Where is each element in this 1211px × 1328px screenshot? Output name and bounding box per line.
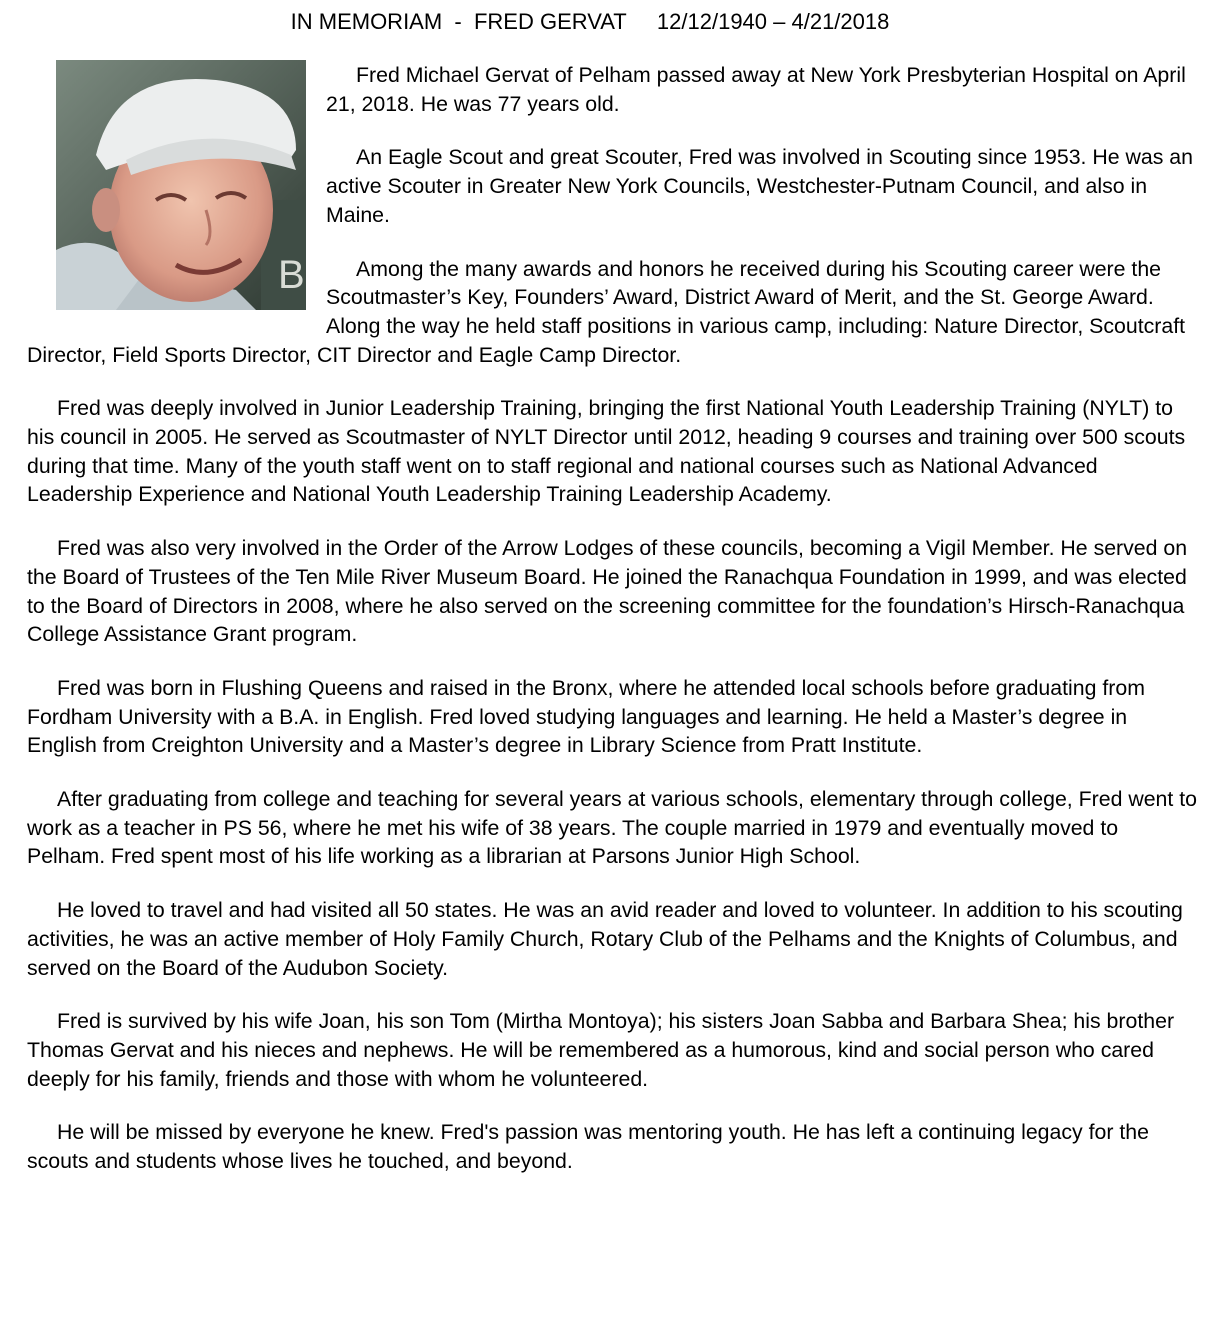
page-title: IN MEMORIAM - FRED GERVAT 12/12/1940 – 4/21/2018: [290, 9, 890, 34]
paragraph: An Eagle Scout and great Scouter, Fred was involved in Scouting since 1953. He was an active Scouter in Greater New York Councils, Westchester-Putnam Council, and also in Maine.: [326, 145, 1193, 227]
paragraph: Among the many awards and honors he received during his Scouting career were the Scoutmaster’s Key, Founders’ Award, District Award of Merit, and the St. George Award. Along the way he held staff positions in various camp, including: Nature Director, Scoutcraft Director, Field Sports Director, CIT Director and Eagle Camp Director.: [27, 256, 1186, 367]
paragraph: Fred was born in Flushing Queens and raised in the Bronx, where he attended local schools before graduating from Fordham University with a B.A. in English. Fred loved studying languages and learning. He held a Master’s degree in English from Creighton University and a Master’s degree in Library Science from Pratt Institute.: [27, 675, 1145, 758]
photo-spacer: [27, 61, 326, 313]
paragraph: Fred is survived by his wife Joan, his son Tom (Mirtha Montoya); his sisters Joan Sabba and Barbara Shea; his brother Thomas Gervat and his nieces and nephews. He will be remembered as a humorous, kind and social person who cared deeply for his family, friends and those with whom he volunteered.: [27, 1009, 1175, 1091]
paragraph: He loved to travel and had visited all 50 states. He was an avid reader and loved to volunteer. In addition to his scouting activities, he was an active member of Holy Family Church, Rotary Club of the Pelhams and the Knights of Columbus, and served on the Board of the Audubon Society.: [27, 898, 1183, 980]
svg-text:B: B: [278, 253, 305, 297]
obituary-text: [27, 61, 1197, 1201]
paragraph: Fred Michael Gervat of Pelham passed away at New York Presbyterian Hospital on April 21, 2018. He was 77 years old.: [326, 63, 1186, 116]
paragraph: Fred was deeply involved in Junior Leadership Training, bringing the first National Youth Leadership Training (NYLT) to his council in 2005. He served as Scoutmaster of NYLT Director until 2012, heading 9 courses and training over 500 scouts during that time. Many of the youth staff went on to staff regional and national courses such as National Advanced Leadership Experience and National Youth Leadership Training Leadership Academy.: [27, 396, 1186, 507]
paragraph: He will be missed by everyone he knew. Fred's passion was mentoring youth. He has left a continuing legacy for the scouts and students whose lives he touched, and beyond.: [27, 1120, 1149, 1174]
paragraph: After graduating from college and teaching for several years at various schools, elementary through college, Fred went to work as a teacher in PS 56, where he met his wife of 38 years. The couple married in 1979 and eventually moved to Pelham. Fred spent most of his life working as a librarian at Parsons Junior High School.: [27, 787, 1197, 869]
paragraph: Fred was also very involved in the Order of the Arrow Lodges of these councils, becoming a Vigil Member. He served on the Board of Trustees of the Ten Mile River Museum Board. He joined the Ranachqua Foundation in 1999, and was elected to the Board of Directors in 2008, where he also served on the screening committee for the foundation’s Hirsch-Ranachqua College Assistance Grant program.: [27, 536, 1188, 647]
